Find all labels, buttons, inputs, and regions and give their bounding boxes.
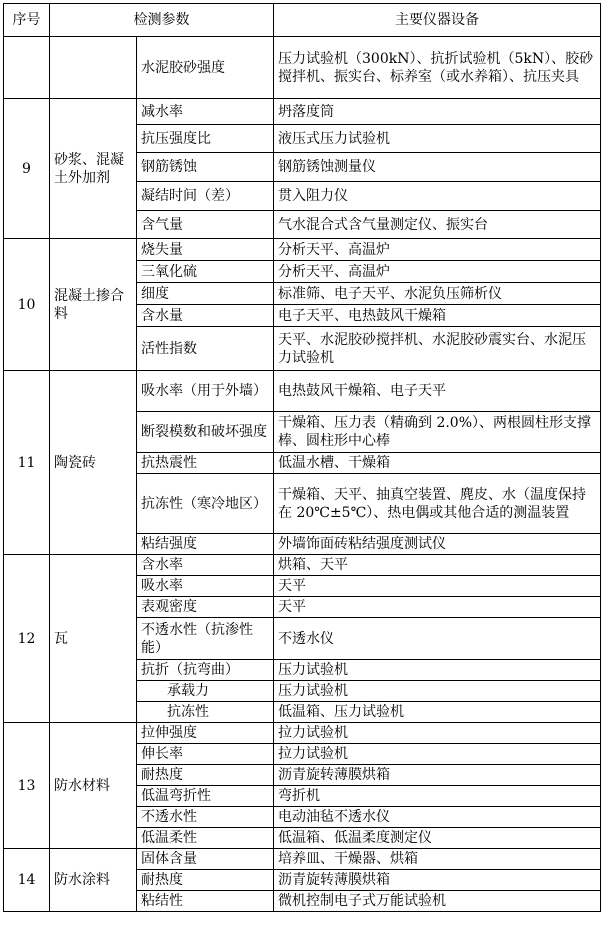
- param-cell: 抗冻性: [137, 702, 274, 723]
- material-name: [50, 37, 137, 99]
- param-cell: 表观密度: [137, 597, 274, 618]
- row-number: 11: [4, 371, 50, 555]
- equipment-cell: 微机控制电子式万能试验机: [274, 891, 601, 912]
- equipment-cell: 烘箱、天平: [274, 555, 601, 576]
- param-cell: 抗冻性（寒冷地区）: [137, 474, 274, 534]
- param-cell: 固体含量: [137, 849, 274, 870]
- equipment-cell: 电子天平、电热鼓风干燥箱: [274, 305, 601, 327]
- equipment-cell: 分析天平、高温炉: [274, 261, 601, 283]
- param-cell: 低温弯折性: [137, 786, 274, 807]
- equipment-table: [3, 3, 601, 912]
- row-number: [4, 37, 50, 99]
- param-cell: 低温柔性: [137, 828, 274, 849]
- row-number: 10: [4, 239, 50, 371]
- table-row: [4, 239, 601, 261]
- param-cell: 抗热震性: [137, 453, 274, 474]
- param-cell: 伸长率: [137, 744, 274, 765]
- equipment-cell: 沥青旋转薄膜烘箱: [274, 765, 601, 786]
- equipment-cell: 沥青旋转薄膜烘箱: [274, 870, 601, 891]
- equipment-cell: 不透水仪: [274, 618, 601, 660]
- param-cell: 断裂模数和破坏强度: [137, 412, 274, 453]
- equipment-cell: 低温水槽、干燥箱: [274, 453, 601, 474]
- param-cell: 活性指数: [137, 327, 274, 371]
- equipment-cell: 外墙饰面砖粘结强度测试仪: [274, 534, 601, 555]
- equipment-cell: 拉力试验机: [274, 744, 601, 765]
- equipment-cell: 天平: [274, 597, 601, 618]
- header-row: [4, 4, 601, 37]
- equipment-cell: 电热鼓风干燥箱、电子天平: [274, 371, 601, 412]
- equipment-cell: 电动油毡不透水仪: [274, 807, 601, 828]
- equipment-cell: 钢筋锈蚀测量仪: [274, 153, 601, 182]
- table-row: [4, 99, 601, 125]
- equipment-cell: 拉力试验机: [274, 723, 601, 744]
- header-equipment: 主要仪器设备: [274, 4, 601, 37]
- param-cell: 含水率: [137, 555, 274, 576]
- param-cell: 细度: [137, 283, 274, 305]
- material-name: 陶瓷砖: [50, 371, 137, 555]
- param-cell: 抗压强度比: [137, 125, 274, 153]
- header-no: 序号: [4, 4, 50, 37]
- param-cell: 含水量: [137, 305, 274, 327]
- material-name: 防水材料: [50, 723, 137, 849]
- row-number: 12: [4, 555, 50, 723]
- param-cell: 承载力: [137, 681, 274, 702]
- param-cell: 减水率: [137, 99, 274, 125]
- table-row: [4, 555, 601, 576]
- equipment-cell: 压力试验机: [274, 660, 601, 681]
- equipment-cell: 培养皿、干燥器、烘箱: [274, 849, 601, 870]
- param-cell: 凝结时间（差）: [137, 182, 274, 211]
- equipment-cell: 干燥箱、天平、抽真空装置、麂皮、水（温度保持在 20℃±5℃）、热电偶或其他合适的测温装置: [274, 474, 601, 534]
- param-cell: 吸水率（用于外墙）: [137, 371, 274, 412]
- table-row: [4, 37, 601, 99]
- equipment-cell: 压力试验机（300kN）、抗折试验机（5kN）、胶砂搅拌机、振实台、标养室（或水养箱）、抗压夹具: [274, 37, 601, 99]
- equipment-cell: 压力试验机: [274, 681, 601, 702]
- param-cell: 吸水率: [137, 576, 274, 597]
- equipment-cell: 低温箱、压力试验机: [274, 702, 601, 723]
- param-cell: 耐热度: [137, 765, 274, 786]
- table-row: [4, 849, 601, 870]
- material-name: 瓦: [50, 555, 137, 723]
- param-cell: 烧失量: [137, 239, 274, 261]
- row-number: 13: [4, 723, 50, 849]
- equipment-cell: 标准筛、电子天平、水泥负压筛析仪: [274, 283, 601, 305]
- header-param: 检测参数: [50, 4, 274, 37]
- param-cell: 拉伸强度: [137, 723, 274, 744]
- equipment-cell: 低温箱、低温柔度测定仪: [274, 828, 601, 849]
- equipment-cell: 气水混合式含气量测定仪、振实台: [274, 211, 601, 239]
- row-number: 9: [4, 99, 50, 239]
- equipment-cell: 坍落度筒: [274, 99, 601, 125]
- row-number: 14: [4, 849, 50, 912]
- param-cell: 水泥胶砂强度: [137, 37, 274, 99]
- param-cell: 不透水性: [137, 807, 274, 828]
- equipment-cell: 干燥箱、压力表（精确到 2.0%）、两根圆柱形支撑棒、圆柱形中心棒: [274, 412, 601, 453]
- material-name: 混凝土掺合料: [50, 239, 137, 371]
- param-cell: 粘结性: [137, 891, 274, 912]
- table-row: [4, 371, 601, 412]
- param-cell: 抗折（抗弯曲）: [137, 660, 274, 681]
- param-cell: 不透水性（抗渗性能）: [137, 618, 274, 660]
- param-cell: 含气量: [137, 211, 274, 239]
- equipment-cell: 天平: [274, 576, 601, 597]
- param-cell: 耐热度: [137, 870, 274, 891]
- equipment-cell: 液压式压力试验机: [274, 125, 601, 153]
- param-cell: 三氧化硫: [137, 261, 274, 283]
- material-name: 防水涂料: [50, 849, 137, 912]
- param-cell: 钢筋锈蚀: [137, 153, 274, 182]
- equipment-cell: 弯折机: [274, 786, 601, 807]
- material-name: 砂浆、混凝土外加剂: [50, 99, 137, 239]
- equipment-cell: 贯入阻力仪: [274, 182, 601, 211]
- equipment-cell: 天平、水泥胶砂搅拌机、水泥胶砂震实台、水泥压力试验机: [274, 327, 601, 371]
- equipment-cell: 分析天平、高温炉: [274, 239, 601, 261]
- table-row: [4, 723, 601, 744]
- param-cell: 粘结强度: [137, 534, 274, 555]
